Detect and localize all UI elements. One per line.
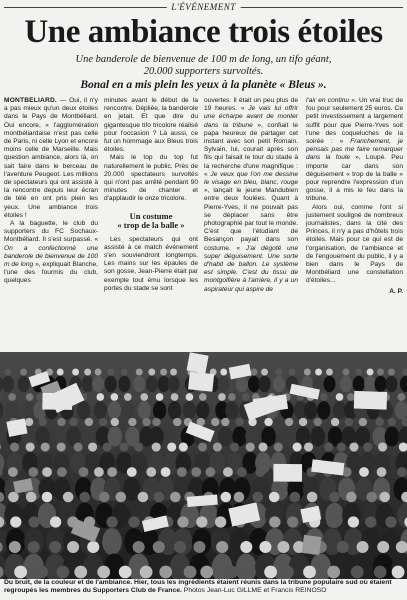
paragraph: Les spectateurs qui ont assisté à ce match événement s'en souviendront longtemps. Les mains sur les épaules de son gosse, Jean-Pierre était par exemple tout ému lorsque les portes du stade se sont bbox=[104, 235, 198, 292]
spectator-body bbox=[304, 401, 317, 419]
spectator-head bbox=[152, 418, 160, 426]
spectator-head bbox=[228, 393, 236, 401]
spectator-body bbox=[108, 401, 121, 419]
spectator-head bbox=[10, 516, 21, 527]
paragraph: minutes avant le début de la rencontre. Dépliée, la banderole en jetait. Et que dire du gigantesque tifo tricolore réalisé pour l'occasion ? Là aussi, ce fut un hommage aux Bleus trois étoiles. bbox=[104, 97, 198, 154]
spectator-head bbox=[234, 492, 245, 503]
spectator-body bbox=[5, 401, 18, 419]
spectator-head bbox=[156, 393, 164, 401]
spectator-body bbox=[353, 376, 365, 393]
spectator-head bbox=[56, 566, 69, 579]
spectator-head bbox=[148, 369, 155, 376]
paragraph bbox=[4, 97, 98, 220]
spectator-head bbox=[67, 541, 79, 553]
spectator-head bbox=[170, 369, 177, 376]
spectator-head bbox=[72, 369, 79, 376]
spectator-head bbox=[365, 516, 376, 527]
spectator-head bbox=[287, 516, 298, 527]
spectator-head bbox=[191, 467, 201, 477]
spectator-head bbox=[385, 516, 396, 527]
spectator-head bbox=[220, 369, 227, 376]
spectator-body bbox=[218, 376, 230, 393]
subhead bbox=[30, 54, 377, 78]
dateline: MONTBÉLIARD. bbox=[4, 97, 57, 104]
spectator-head bbox=[258, 442, 267, 451]
spectator-head bbox=[240, 541, 252, 553]
spectator-head bbox=[107, 369, 114, 376]
spectator-head bbox=[216, 541, 228, 553]
spectator-head bbox=[28, 467, 38, 477]
spectator-head bbox=[193, 541, 205, 553]
spectator-body bbox=[183, 401, 196, 419]
article-column-1 bbox=[4, 97, 98, 349]
spectator-body bbox=[323, 376, 335, 393]
spectator-head bbox=[223, 467, 233, 477]
spectator-head bbox=[242, 393, 250, 401]
spectator-head bbox=[264, 418, 272, 426]
spectator-head bbox=[199, 393, 207, 401]
spectator-head bbox=[170, 492, 181, 503]
spectator-head bbox=[285, 418, 293, 426]
spectator-body bbox=[364, 376, 376, 393]
spectator-head bbox=[128, 418, 136, 426]
spectator-head bbox=[8, 467, 18, 477]
spectator-head bbox=[10, 442, 19, 451]
subhead-line-1: Une banderole de bienvenue de 100 m de long, un tifo géant, bbox=[75, 54, 332, 65]
spectator-body bbox=[340, 376, 352, 393]
spectator-head bbox=[87, 541, 99, 553]
spectator-head bbox=[41, 442, 50, 451]
paragraph bbox=[204, 97, 298, 294]
spectator-head bbox=[57, 467, 67, 477]
spectator-head bbox=[50, 516, 61, 527]
spectator-head bbox=[221, 492, 232, 503]
spectator-head bbox=[160, 369, 167, 376]
spectator-head bbox=[111, 393, 119, 401]
spectator-head bbox=[388, 418, 396, 426]
spectator-head bbox=[74, 442, 83, 451]
article-column-4 bbox=[306, 97, 403, 349]
spectator-head bbox=[221, 418, 229, 426]
spectator-body bbox=[168, 376, 180, 393]
spectator-head bbox=[186, 393, 194, 401]
paragraph-text: — Oui, il n'y a pas mieux qu'un deux étoiles dans le Pays de Montbéliard. Oui encore, « l'agglomération montbéliardaise n'est pas celle de Paris, ni celle Lyon et encore moins celle de Marseille. Mais question ambiance, alors là, on sait faire dans le berceau de l'aventure Peugeot. Les millions de spectateurs qui ont assisté à la rencontre depuis leur écran de télé en ont pris plein les yeux. Une ambiance trois étoiles ! bbox=[4, 97, 98, 219]
spectator-head bbox=[255, 467, 265, 477]
article-column-3 bbox=[204, 97, 298, 349]
spectator-head bbox=[367, 369, 374, 376]
spectator-head bbox=[153, 541, 165, 553]
paragraph-text: ». Un vrai truc de fou pour seulement 25 euros. Ce petit investissement a largement suffit pour que Pierre-Yves soit l'une des coqueluches de la soirée : « bbox=[306, 97, 403, 146]
spectator-head bbox=[320, 393, 328, 401]
spectator-head bbox=[327, 516, 338, 527]
spectator-head bbox=[264, 566, 277, 579]
spectator-head bbox=[171, 393, 179, 401]
quote-text: Je veux que l'on me dessine le visage en bleu, blanc, rouge bbox=[204, 170, 298, 187]
spectator-head bbox=[99, 418, 107, 426]
spectator-head bbox=[26, 393, 34, 401]
spectator-head bbox=[253, 492, 264, 503]
paragraph-text: », Loupé. Peu importe car dans son déguisement « trop de la balle » pour reprendre l'expression d'un gosse, il a mis le feu dans la tribune. bbox=[306, 154, 403, 203]
spectator-head bbox=[134, 442, 143, 451]
spectator-head bbox=[336, 393, 344, 401]
spectator-head bbox=[5, 369, 12, 376]
spectator-head bbox=[152, 442, 161, 451]
spectator-head bbox=[275, 369, 282, 376]
spectator-head bbox=[377, 467, 387, 477]
spectator-head bbox=[108, 541, 120, 553]
spectator-body bbox=[105, 376, 117, 393]
spectator-head bbox=[379, 492, 390, 503]
spectator-head bbox=[107, 467, 117, 477]
intertitle-line-2: « trop de la balle » bbox=[117, 220, 185, 231]
paragraph bbox=[306, 97, 403, 204]
spectator-head bbox=[374, 566, 387, 579]
spectator-head bbox=[106, 516, 117, 527]
spectator-head bbox=[119, 442, 128, 451]
spectator-head bbox=[378, 442, 387, 451]
spectator-body bbox=[82, 376, 94, 393]
waving-flag bbox=[273, 464, 302, 482]
spectator-head bbox=[290, 492, 301, 503]
waving-flag bbox=[354, 391, 387, 410]
spectator-head bbox=[142, 418, 150, 426]
spectator-head bbox=[359, 418, 367, 426]
spectator-head bbox=[347, 393, 355, 401]
spectator-head bbox=[392, 566, 405, 579]
spectator-body bbox=[146, 376, 158, 393]
spectator-body bbox=[196, 401, 209, 419]
spectator-head bbox=[376, 418, 384, 426]
spectator-body bbox=[236, 376, 248, 393]
spectator-head bbox=[215, 516, 226, 527]
spectator-head bbox=[346, 492, 357, 503]
spectator-body bbox=[77, 401, 90, 419]
spectator-body bbox=[138, 401, 151, 419]
article-body bbox=[4, 97, 403, 349]
spectator-head bbox=[20, 369, 27, 376]
spectator-head bbox=[124, 393, 132, 401]
spectator-head bbox=[167, 442, 176, 451]
spectator-head bbox=[133, 541, 145, 553]
spectator-head bbox=[363, 442, 372, 451]
spectator-body bbox=[375, 376, 387, 393]
spectator-body bbox=[133, 376, 145, 393]
photo-credit: Photos Jean-Luc GILLME et Francis REINOSO bbox=[183, 587, 327, 595]
spectator-head bbox=[337, 442, 346, 451]
spectator-head bbox=[230, 442, 239, 451]
spectator-body bbox=[121, 401, 134, 419]
spectator-body bbox=[259, 376, 271, 393]
spectator-head bbox=[103, 442, 112, 451]
spectator-head bbox=[315, 369, 322, 376]
spectator-head bbox=[14, 566, 27, 579]
spectator-head bbox=[349, 442, 358, 451]
spectator-head bbox=[246, 442, 255, 451]
spectator-head bbox=[314, 418, 322, 426]
paragraph: Alors oui, comme l'ont si justement souligné de nombreux journalistes, dans la cité des Princes, il n'y a pas d'hôtels trois étoiles. Mais pour ce qui est de l'organisation, de l'ambiance et de l'engouement du public, il y a bien dans le Pays de Montbéliard une constellation d'étoiles... bbox=[306, 203, 403, 285]
spectator-head bbox=[355, 369, 362, 376]
spectator-head bbox=[235, 418, 243, 426]
spectator-head bbox=[261, 369, 268, 376]
quote-text: Franchement, je pensais pas me faire remarquer dans la foule bbox=[306, 138, 403, 162]
waving-flag bbox=[188, 372, 214, 392]
spectator-head bbox=[94, 467, 104, 477]
spectator-head bbox=[307, 492, 318, 503]
spectator-head bbox=[85, 418, 93, 426]
spectator-head bbox=[274, 442, 283, 451]
spectator-body bbox=[18, 376, 30, 393]
intertitle-line-1: Un costume bbox=[129, 210, 173, 221]
spectator-head bbox=[326, 369, 333, 376]
spectator-head bbox=[225, 566, 238, 579]
spectator-head bbox=[25, 418, 33, 426]
spectator-head bbox=[96, 393, 104, 401]
spectator-head bbox=[213, 442, 222, 451]
spectator-head bbox=[205, 467, 215, 477]
spectator-head bbox=[42, 492, 53, 503]
spectator-body bbox=[248, 376, 260, 393]
spectator-head bbox=[398, 393, 406, 401]
spectator-head bbox=[26, 492, 37, 503]
spectator-head bbox=[259, 541, 271, 553]
paragraph-text: A la baguette, le club du supporters du FC Sochaux-Montbéliard. Il s'est surpassé. « bbox=[4, 220, 98, 244]
spectator-body bbox=[310, 427, 325, 447]
spectator-head bbox=[69, 418, 77, 426]
spectator-head bbox=[136, 369, 143, 376]
spectator-head bbox=[348, 516, 359, 527]
article-column-2 bbox=[104, 97, 198, 349]
spectator-body bbox=[94, 401, 107, 419]
spectator-body bbox=[168, 401, 181, 419]
intertitle bbox=[104, 212, 198, 231]
spectator-head bbox=[179, 442, 188, 451]
quote-text: l'air en continu bbox=[306, 97, 350, 104]
spectator-head bbox=[173, 418, 181, 426]
spectator-head bbox=[174, 541, 186, 553]
spectator-body bbox=[273, 376, 285, 393]
spectator-head bbox=[159, 566, 172, 579]
spectator-head bbox=[345, 418, 353, 426]
spectator-head bbox=[28, 516, 39, 527]
spectator-head bbox=[49, 541, 61, 553]
paragraph: Mais le top du top fut naturellement le public. Près de 20.000 spectateurs survoltés qui n'ont pas arrêté pendant 90 minutes de chanter et d'applaudir le onze tricolore. bbox=[104, 154, 198, 203]
spectator-head bbox=[293, 442, 302, 451]
spectator-body bbox=[92, 376, 104, 393]
spectator-head bbox=[138, 492, 149, 503]
spectator-head bbox=[38, 418, 46, 426]
spectator-head bbox=[184, 566, 197, 579]
spectator-head bbox=[177, 467, 187, 477]
spectator-head bbox=[127, 467, 137, 477]
spectator-head bbox=[8, 393, 16, 401]
paragraph-text: », expliquait Blanche, l'une des fourmis du club, quelques bbox=[4, 261, 98, 285]
spectator-head bbox=[337, 541, 349, 553]
spectator-head bbox=[218, 393, 226, 401]
spectator-body bbox=[2, 376, 14, 393]
subhead-line-2: 20.000 supporters survoltés. bbox=[143, 66, 264, 77]
spectator-body bbox=[317, 401, 330, 419]
spectator-head bbox=[198, 442, 207, 451]
quote-text: On a confectionné une banderole de bienvenue de 100 m de long bbox=[4, 244, 98, 269]
subhead-bold: Bonal en a mis plein les yeux à la planète « Bleus ». bbox=[80, 79, 327, 91]
spectator-head bbox=[111, 418, 119, 426]
spectator-head bbox=[357, 541, 369, 553]
spectator-head bbox=[28, 541, 40, 553]
spectator-body bbox=[153, 401, 166, 419]
spectator-head bbox=[277, 541, 289, 553]
paragraph-text: ouvertes. Il était un peu plus de 19 heures. « bbox=[204, 97, 298, 113]
spectator-head bbox=[57, 442, 66, 451]
spectator-head bbox=[299, 418, 307, 426]
quote-text: Je vais lui offrir une écharpe avant de monter dans la tribune bbox=[204, 105, 298, 129]
spectator-head bbox=[211, 418, 219, 426]
spectator-head bbox=[342, 369, 349, 376]
spectator-body bbox=[225, 401, 238, 419]
spectator-head bbox=[42, 467, 52, 477]
spectator-head bbox=[359, 467, 369, 477]
spectator-head bbox=[303, 566, 316, 579]
spectator-head bbox=[9, 541, 21, 553]
crowd-image bbox=[0, 352, 407, 579]
spectator-body bbox=[385, 427, 400, 447]
spectator-head bbox=[366, 492, 377, 503]
paragraph-text: », lançait le jeune Mandubien entre deux foulées. Quant à Pierre-Yves, il ne pouvait pas se déplacer sans être photographié par tout le monde. C'est que l'étudiant de Besançon payait dans son costume. « bbox=[204, 187, 298, 252]
author-signature: A. P. bbox=[389, 287, 403, 295]
spectator-head bbox=[121, 369, 128, 376]
spectator-head bbox=[79, 492, 90, 503]
spectator-head bbox=[237, 467, 247, 477]
headline: Une ambiance trois étoiles bbox=[24, 14, 383, 50]
spectator-head bbox=[74, 566, 87, 579]
spectator-head bbox=[351, 566, 364, 579]
spectator-head bbox=[99, 492, 110, 503]
crowd-photo bbox=[0, 352, 407, 579]
spectator-head bbox=[95, 369, 102, 376]
spectator-head bbox=[154, 492, 165, 503]
spectator-head bbox=[116, 492, 127, 503]
paragraph-text: », confiait le papa heureux de partager cet instant avec son petit Romain. Sylvain, lui, courait après son fils qui faisait le tour du stade à la recherche d'une magnifique : « bbox=[204, 121, 298, 178]
spectator-head bbox=[79, 467, 89, 477]
spectator-head bbox=[35, 566, 48, 579]
spectator-head bbox=[97, 566, 110, 579]
rubric-label: L'ÉVÉNEMENT bbox=[166, 1, 240, 13]
spectator-head bbox=[397, 467, 407, 477]
caption-text: Du bruit, de la couleur et de l'ambiance. Hier, tous les ingrédients étaient réunis dans la tribune populaire sud où étaient regroupés les membres du Supporters Club de France. bbox=[4, 579, 392, 595]
spectator-head bbox=[140, 393, 148, 401]
spectator-head bbox=[63, 492, 74, 503]
waving-flag bbox=[302, 535, 322, 555]
spectator-head bbox=[146, 467, 156, 477]
spectator-head bbox=[161, 467, 171, 477]
spectator-head bbox=[324, 442, 333, 451]
spectator-head bbox=[57, 369, 64, 376]
spectator-head bbox=[177, 516, 188, 527]
spectator-head bbox=[251, 369, 258, 376]
spectator-head bbox=[269, 492, 280, 503]
spectator-head bbox=[200, 566, 213, 579]
spectator-head bbox=[289, 369, 296, 376]
spectator-head bbox=[119, 566, 132, 579]
waving-flag bbox=[187, 352, 209, 373]
spectator-body bbox=[118, 376, 130, 393]
spectator-head bbox=[388, 369, 395, 376]
spectator-head bbox=[128, 516, 139, 527]
photo-caption bbox=[4, 579, 403, 595]
spectator-head bbox=[331, 418, 339, 426]
spectator-head bbox=[57, 418, 65, 426]
spectator-head bbox=[26, 442, 35, 451]
spectator-head bbox=[304, 369, 311, 376]
spectator-head bbox=[281, 566, 294, 579]
spectator-head bbox=[88, 442, 97, 451]
spectator-head bbox=[243, 566, 256, 579]
spectator-head bbox=[377, 541, 389, 553]
spectator-head bbox=[377, 369, 384, 376]
spectator-head bbox=[269, 516, 280, 527]
spectator-head bbox=[196, 516, 207, 527]
spectator-body bbox=[385, 376, 397, 393]
spectator-head bbox=[140, 566, 153, 579]
spectator-head bbox=[304, 442, 313, 451]
spectator-head bbox=[84, 369, 91, 376]
spectator-head bbox=[329, 492, 340, 503]
quote-text: J'ai dégoté une super déguisement. Une sorte d'habit de ballon. Le système est simple. C'est du tissu de montgolfière à l'arrière, il y a un aspirateur qui aspire de bbox=[204, 244, 298, 293]
paragraph bbox=[4, 220, 98, 286]
spectator-head bbox=[327, 566, 340, 579]
